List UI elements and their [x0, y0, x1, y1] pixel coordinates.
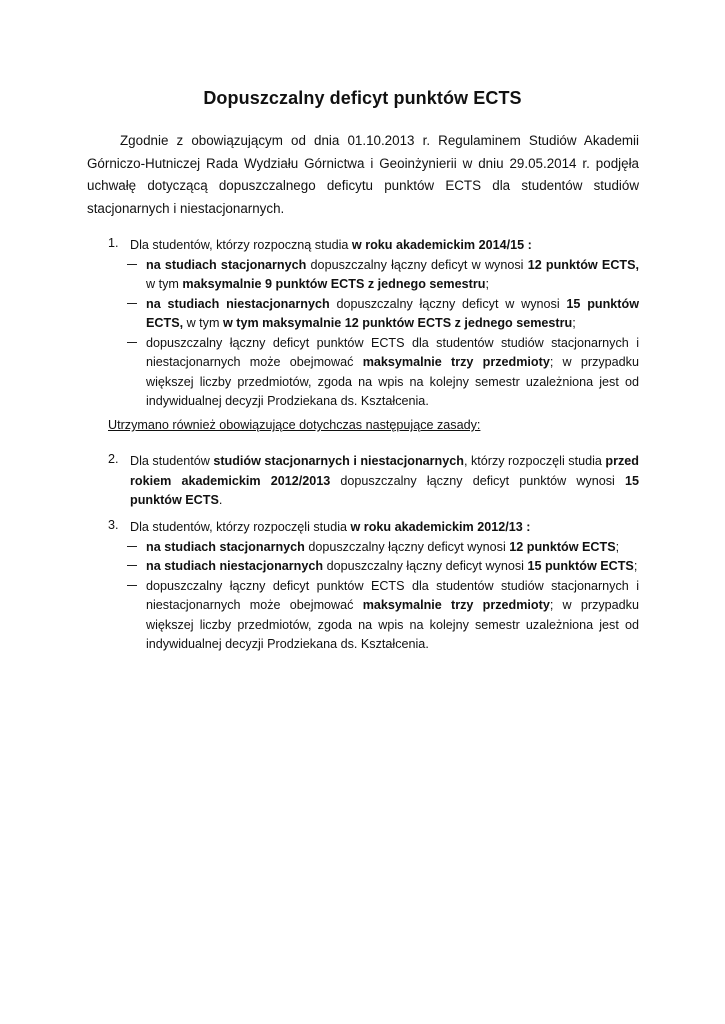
section-number: 2. [108, 452, 119, 466]
intro-text: Zgodnie z obowiązującym od dnia 01.10.2013 r. Regulaminem Studiów Akademii Górniczo-Hutniczej Rada Wydziału Górnictwa i Geoinżynierii w dniu 29.05.2014 r. podjęła uchwałę dotyczącą dopuszczalnego deficytu punktów ECTS dla studentów studiów stacjonarnych i niestacjonarnych. [87, 133, 639, 216]
list-item: na studiach niestacjonarnych dopuszczalny łączny deficyt w wynosi 15 punktów ECTS, w tym w tym maksymalnie 12 punktów ECTS z jednego semestru; [146, 295, 639, 334]
list-item: dopuszczalny łączny deficyt punktów ECTS dla studentów studiów stacjonarnych i niestacjonarnych może obejmować maksymalnie trzy przedmioty; w przypadku większej liczby przedmiotów, zgoda na wpis na kolejny semestr uzależniona jest od indywidualnej decyzji Prodziekana ds. Kształcenia. [146, 334, 639, 412]
section-number: 1. [108, 236, 119, 250]
dash-bullet-icon [127, 546, 137, 547]
dash-bullet-icon [127, 303, 137, 304]
section-3 [108, 518, 639, 655]
section-heading: Dla studentów, którzy rozpoczną studia w roku akademickim 2014/15 : [130, 238, 532, 252]
bullet-list [108, 256, 639, 412]
page-title: Dopuszczalny deficyt punktów ECTS [203, 88, 522, 108]
intro-paragraph [87, 130, 639, 220]
section-heading: Dla studentów, którzy rozpoczęli studia w roku akademickim 2012/13 : [130, 520, 531, 534]
list-item: na studiach niestacjonarnych dopuszczalny łączny deficyt wynosi 15 punktów ECTS; [146, 557, 639, 577]
list-item: dopuszczalny łączny deficyt punktów ECTS dla studentów studiów stacjonarnych i niestacjonarnych może obejmować maksymalnie trzy przedmioty; w przypadku większej liczby przedmiotów, zgoda na wpis na kolejny semestr uzależniona jest od indywidualnej decyzji Prodziekana ds. Kształcenia. [146, 577, 639, 655]
note-underlined: Utrzymano również obowiązujące dotychczas następujące zasady: [108, 418, 481, 432]
bullet-list [108, 538, 639, 655]
section-paragraph: Dla studentów studiów stacjonarnych i niestacjonarnych, którzy rozpoczęli studia przed rokiem akademickim 2012/2013 dopuszczalny łączny deficyt punktów wynosi 15 punktów ECTS. [130, 454, 639, 507]
dash-bullet-icon [127, 264, 137, 265]
list-item: na studiach stacjonarnych dopuszczalny łączny deficyt wynosi 12 punktów ECTS; [146, 538, 639, 558]
section-2 [108, 452, 639, 511]
section-number: 3. [108, 518, 119, 532]
section-1 [108, 236, 639, 412]
dash-bullet-icon [127, 585, 137, 586]
dash-bullet-icon [127, 342, 137, 343]
list-item: na studiach stacjonarnych dopuszczalny łączny deficyt w wynosi 12 punktów ECTS, w tym maksymalnie 9 punktów ECTS z jednego semestru; [146, 256, 639, 295]
dash-bullet-icon [127, 565, 137, 566]
